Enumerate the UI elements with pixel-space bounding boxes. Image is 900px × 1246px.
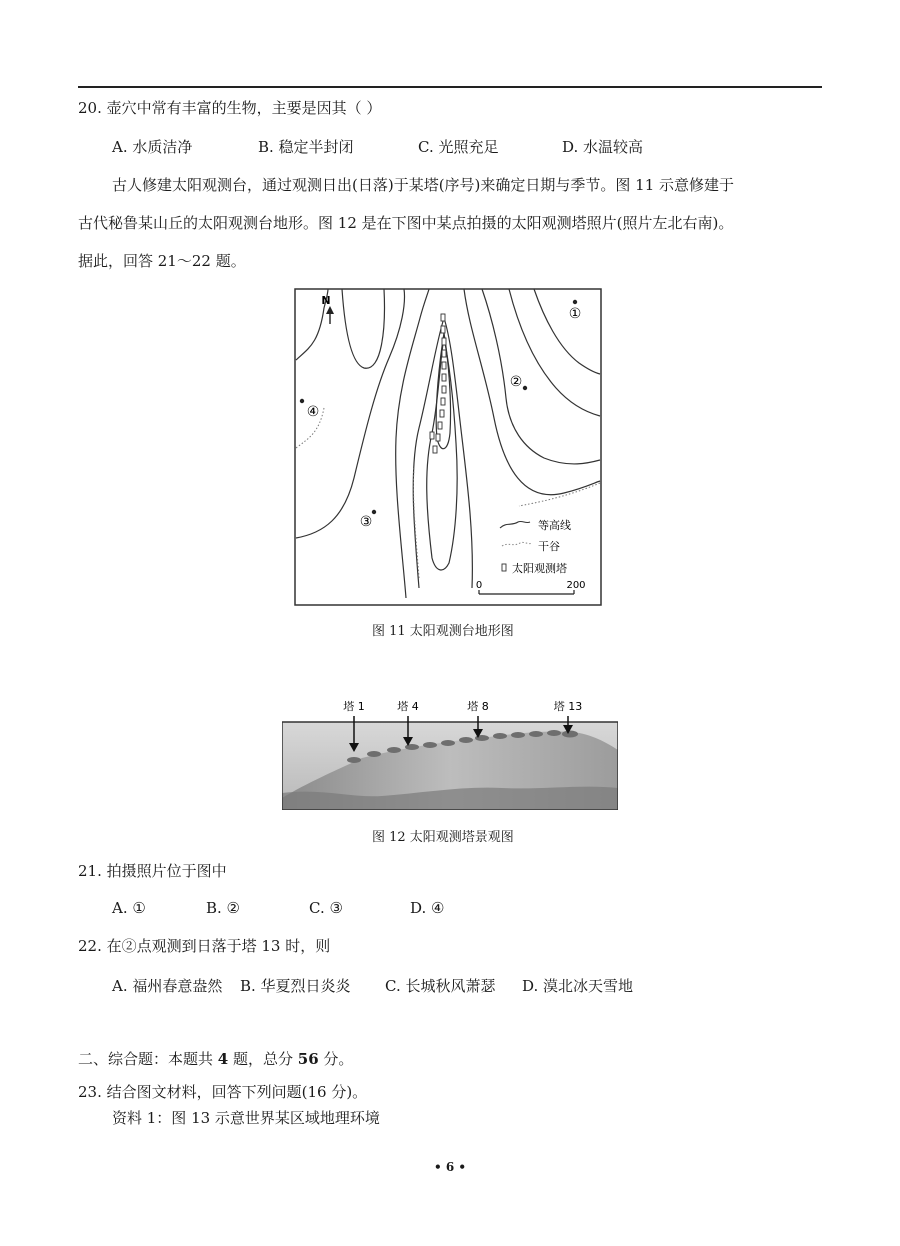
page-number: • 6 •	[433, 1160, 467, 1174]
q20-stem: 20. 壶穴中常有丰富的生物，主要是因其（ ）	[78, 99, 382, 117]
intro-line-1: 古人修建太阳观测台，通过观测日出(日落)于某塔(序号)来确定日期与季节。图 11 示意修建于	[112, 176, 735, 194]
tower-3	[442, 338, 446, 345]
legend-tower-symbol	[502, 564, 506, 571]
figure-12-caption: 图 12 太阳观测塔景观图	[372, 830, 514, 845]
point-4-dot	[300, 399, 304, 403]
point-3-label: ③	[359, 514, 373, 530]
legend-tower-label: 太阳观测塔	[512, 562, 567, 575]
section-2-heading: 二、综合题：本题共 4 题，总分 56 分。	[78, 1050, 354, 1068]
tower-5	[442, 362, 446, 369]
figure-12-photo	[282, 688, 618, 810]
tower-6	[442, 374, 446, 381]
q20-option-b: B. 稳定半封闭	[258, 138, 354, 156]
q22-option-b: B. 华夏烈日炎炎	[240, 977, 351, 995]
q20-option-d: D. 水温较高	[562, 138, 644, 156]
tower-10	[438, 422, 442, 429]
q23-material-1: 资料 1：图 13 示意世界某区域地理环境	[112, 1109, 380, 1127]
tower-2	[441, 326, 445, 333]
q20-option-c: C. 光照充足	[418, 138, 499, 156]
tower-1	[441, 314, 445, 321]
intro-line-2: 古代秘鲁某山丘的太阳观测台地形。图 12 是在下图中某点拍摄的太阳观测塔照片(照片左北右南)。	[78, 214, 734, 232]
q23-stem: 23. 结合图文材料，回答下列问题(16 分)。	[78, 1083, 368, 1101]
scale-end: 200	[566, 580, 586, 591]
point-2-dot	[523, 386, 527, 390]
q21-option-d: D. ④	[410, 899, 445, 917]
tower-9	[440, 410, 444, 417]
tower-landscape-photo	[282, 688, 618, 810]
scale-start: 0	[475, 580, 483, 591]
intro-line-3: 据此，回答 21～22 题。	[78, 252, 246, 270]
point-4-label: ④	[306, 404, 320, 420]
point-2-label: ②	[509, 374, 523, 390]
figure-11-map	[294, 288, 602, 606]
photo-label-tower-1: 塔 1	[343, 700, 365, 713]
q21-stem: 21. 拍摄照片位于图中	[78, 862, 227, 880]
header-rule	[78, 86, 822, 88]
tower-11	[436, 434, 440, 441]
figure-11-caption: 图 11 太阳观测台地形图	[372, 624, 514, 639]
q22-option-a: A. 福州春意盎然	[112, 977, 223, 995]
q21-option-b: B. ②	[206, 899, 241, 917]
photo-label-tower-13: 塔 13	[553, 700, 583, 713]
tower-13	[430, 432, 434, 439]
q21-option-a: A. ①	[112, 899, 146, 917]
legend-dry-valley-label: 干谷	[538, 540, 560, 553]
tower-8	[441, 398, 445, 405]
q21-option-c: C. ③	[309, 899, 343, 917]
q20-option-a: A. 水质洁净	[112, 138, 193, 156]
point-1-dot	[573, 300, 577, 304]
legend-contour-label: 等高线	[538, 519, 571, 532]
point-3-dot	[372, 510, 376, 514]
q22-option-c: C. 长城秋风萧瑟	[385, 977, 496, 995]
point-1-label: ①	[568, 306, 582, 322]
topographic-map	[294, 288, 602, 606]
q22-stem: 22. 在②点观测到日落于塔 13 时，则	[78, 937, 331, 955]
photo-label-tower-4: 塔 4	[397, 700, 419, 713]
photo-label-tower-8: 塔 8	[467, 700, 489, 713]
q22-option-d: D. 漠北冰天雪地	[522, 977, 634, 995]
tower-12	[433, 446, 437, 453]
tower-4	[442, 350, 446, 357]
tower-7	[442, 386, 446, 393]
north-label: N	[321, 294, 331, 307]
